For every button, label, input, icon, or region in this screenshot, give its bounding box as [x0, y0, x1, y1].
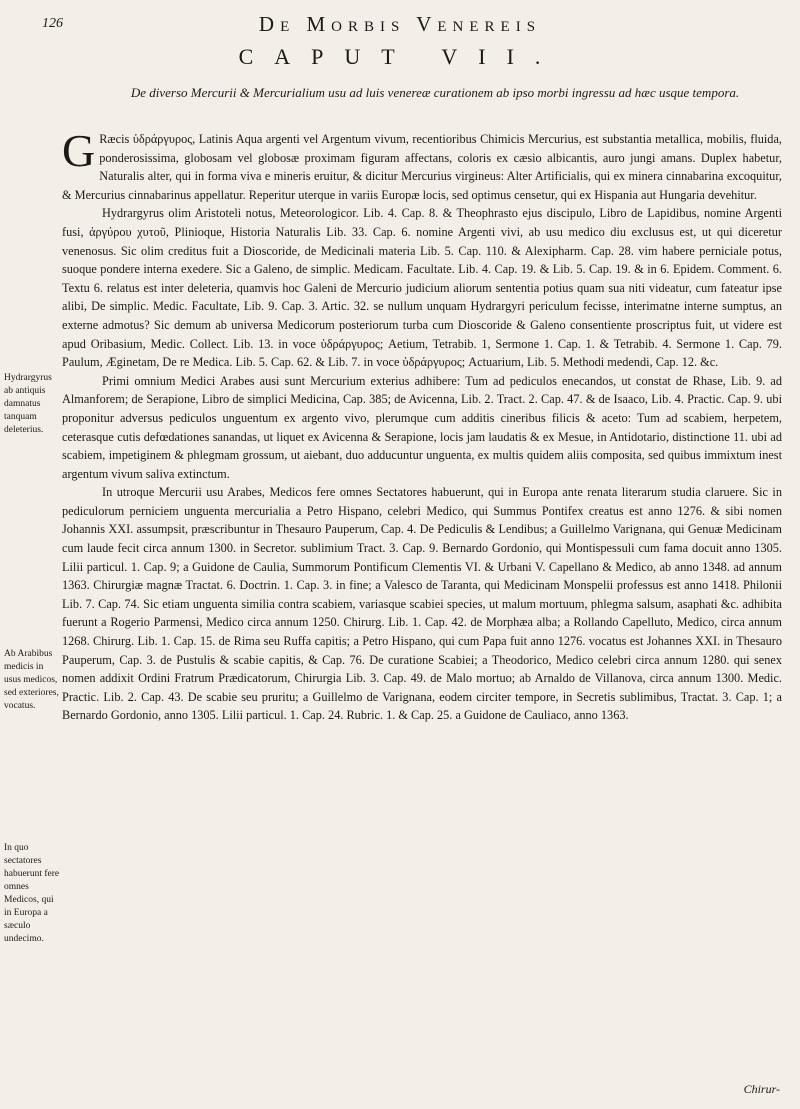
- paragraph: [62, 204, 782, 371]
- running-head: [40, 10, 760, 38]
- paragraph-text: Primi omnium Medici Arabes ausi sunt Mercurium exterius adhibere: Tum ad pediculos enecandos, ut constat de Rhase, Lib. 9. ad Almanforem; de Serapione, Libro de simplici Medicina, Cap. 385; de Avicenna, Lib. 2. Tract. 2. Cap. 47. & de Isaaco, Lib. 4. Practic. Cap. 9. ubi proponitur adversus pediculos unguentum ex argento vivo, plerumque cum additis cineribus filicis & aceto: Tum ad scabiem, herpetem, ceterasque cutis defœdationes sanandas, ut liquet ex Avicenna & Serapione, locis jam laudatis & ex Mesue, in Antidotario, distinctione 11. ubi ad scabiem, impetiginem & phlegmam grossum, ut aiebant, duo adducuntur unguenta, ex multis quidem aliis composita, sed quibus immixtum inest argentum vivum saliva extinctum.: [62, 373, 782, 481]
- catchword: Chirur-: [743, 1082, 780, 1096]
- paragraph: [62, 483, 782, 725]
- chapter-subtitle: De diverso Mercurii & Mercurialium usu ad luis venereæ curationem ab ipso morbi ingressu ad hæc usque tempora.: [130, 85, 740, 100]
- margin-notes: [0, 0, 62, 1109]
- page-number: 126: [42, 16, 63, 31]
- paragraph: [62, 125, 782, 204]
- running-title: De Morbis Venereis: [258, 12, 542, 36]
- paragraph-text: Ræcis ὑδράργυρος, Latinis Aqua argenti vel Argentum vivum, recentioribus Chimicis Mercurius, est substantia metallica, mobilis, fluida, ponderosissima, globosam vel globosæ proximam figuram affectans, coloris ex cæsio albicantis, auro jungi amans. Duplex habetur, Naturalis alter, qui in forma viva e mineris eruitur, & dicitur Mercurius virgineus: Alter Artificialis, qui ex minera cinnabarina excoquitur, & Mercurius cinnabarinus appellatur. Reperitur uterque in variis Europæ locis, sed optimus censetur, qui ex Hispania aut Hungaria devehitur.: [62, 132, 782, 202]
- margin-note: Hydrargyrus ab antiquis damnatus tanquam deleterius.: [4, 373, 52, 435]
- margin-note: In quo sectatores habuerunt fere omnes Medicos, qui in Europa a sæculo undecimo.: [4, 843, 60, 944]
- body-text: [62, 125, 782, 725]
- drop-cap: G: [62, 125, 96, 176]
- paragraph-text: In utroque Mercurii usu Arabes, Medicos fere omnes Sectatores habuerunt, qui in Europa ante renata literarum studia claruere. Sic in pediculorum perniciem unguenta mercurialia a Petro Hispano, celebri Medico, qui Summus Pontifex creatus est anno 1276. & sibi nomen Johannis XXI. assumpsit, præscribuntur in Thesauro Pauperum, Cap. 4. De Pediculis & Lendibus; a Guillelmo Varignana, qui Genuæ Medicinam cum laude fecit circa annum 1300. in Secretor. sublimium Tract. 3. Cap. 9. Bernardo Gordonio, qui Montispessuli cum fama docuit anno 1305. Lilii particul. 1. Cap. 9; a Guidone de Caulia, Summorum Pontificum Clementis VI. & Urbani V. Capellano & Medico, ab anno 1348. ad annum 1363. Chirurgiæ magnæ Tractat. 6. Doctrin. 1. Cap. 3. in fine; a Valesco de Taranta, qui Medicinam Monspelii professus est anno 1418. Philonii Lib. 7. Cap. 74. Sic etiam unguenta similia contra scabiem, variasque scabiei species, ut malum mortuum, phlegma salsum, asaphati &c. adhibita fuerunt a Rogerio Parmensi, Medico circa annum 1250. Chirurg. Lib. 1. Cap. 42. de Morphæa alba; a Rollando Capelluto, Medico, circa annum 1268. Chirurg. Lib. 1. Cap. 15. de Rima seu Ruffa capitis; a Petro Hispano, qui cum Papa fuit anno 1276. vocatus est Johannes XXI. in Thesauro Pauperum, Cap. 3. de Pustulis & scabie capitis, & Cap. 76. De curatione Scabiei; a Theodorico, Medico celebri circa annum 1280. qui senex nomen addixit Ordini Fratrum Prædicatorum, Chirurgia Lib. 3. Cap. 49. de Malo mortuo; ab Arnaldo de Villanova, circa annum 1300. Medic. Practic. Lib. 2. Cap. 43. De scabie seu pruritu; a Guillelmo de Varignana, eodem circiter tempore, in Secretis sublimibus, Tractat. 3. Cap. 1; a Bernardo Gordonio, anno 1305. Lilii particul. 1. Cap. 24. Rubric. 1. & Cap. 25. a Guidone de Cauliaco, anno 1363.: [62, 485, 782, 723]
- paragraph-text: Hydrargyrus olim Aristoteli notus, Meteorologicor. Lib. 4. Cap. 8. & Theophrasto ejus discipulo, Libro de Lapidibus, nomine Argenti fusi, ἀργύρου χυτοῦ, Plinioque, Historia Naturalis Lib. 33. Cap. 6. nomine Argenti vivi, ab usu medico diu exclusus est, ut qui diceretur venenosus. Sic olim creditus fuit a Dioscoride, de Medicinali materia Lib. 5. Cap. 110. & Alexipharm. Cap. 28. vim habere perniciale potus, suoque pondere interna exedere. Sic a Galeno, de simplic. Medicam. Facultate. Lib. 4. Cap. 19. & Lib. 5. Cap. 19. & in 6. Epidem. Comment. 6. Textu 6. relatus est inter deleteria, quamvis hoc Galeni de Mercurio judicium aliorum sententia potius quam sua niti videatur, cum fateatur ipse alibi, De simplic. Medic. Facultate, Lib. 9. Cap. 3. Artic. 32. se nullum unquam Hydrargyri periculum fecisse, interimatne interne sumptus, an externe admotus? Sic demum ab universa Medicorum posteriorum turba cum Dioscoride & Galeno consentiente proscriptus fuit, ut videre est apud Oribasium, Medic. Collect. Lib. 13. in voce ὑδράργυρος; Aetium, Tetrabib. 1, Sermone 1. Cap. 1. & Tetrabib. 4. Sermone 1. Cap. 79. Paulum, Æginetam, De re Medica. Lib. 5. Cap. 62. & Lib. 7. in voce ὑδράργυρος; Actuarium, Lib. 5. Methodi medendi, Cap. 12. &c.: [62, 206, 782, 370]
- margin-note: Ab Arabibus medicis in usus medicos, sed exteriores, vocatus.: [4, 649, 59, 711]
- paragraph: [62, 372, 782, 484]
- chapter-heading: CAPUT VII.: [238, 44, 562, 69]
